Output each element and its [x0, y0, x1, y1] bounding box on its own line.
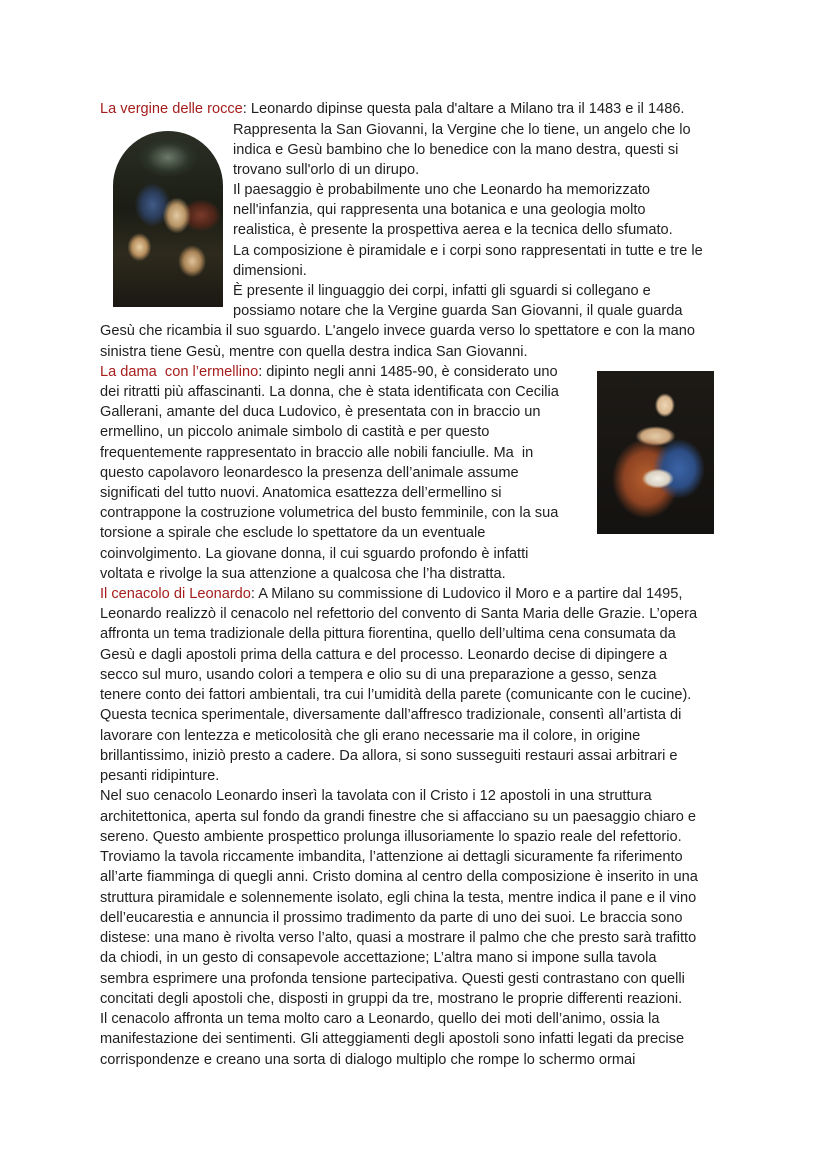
- section-title-rocce: La vergine delle rocce: [100, 101, 243, 117]
- cenacolo-line-8: brillantissimo, iniziò presto a cadere. Da allora, si sono susseguiti restauri assai arbitrari e: [100, 748, 678, 764]
- rocce-line-1: Rappresenta la San Giovanni, la Vergine che lo tiene, un angelo che lo: [233, 122, 691, 138]
- rocce-line-11: Gesù che ricambia il suo sguardo. L'angelo invece guarda verso lo spettatore e con la mano: [100, 323, 695, 339]
- cenacolo-line-16: dell’eucarestia e annuncia il prossimo tradimento da parte di uno dei suoi. Le braccia sono: [100, 910, 683, 926]
- cenacolo-line-21: Il cenacolo affronta un tema molto caro a Leonardo, quello dei moti dell’animo, ossia la: [100, 1011, 660, 1027]
- cenacolo-line-0: : A Milano su commissione di Ludovico il Moro e a partire dal 1495,: [250, 586, 683, 602]
- rocce-line-8: dimensioni.: [233, 263, 307, 279]
- cenacolo-line-20: concitati degli apostoli che, disposti in gruppi da tre, mostrano le proprie differenti reazioni.: [100, 991, 683, 1007]
- rocce-line-6: realistica, è presente la prospettiva aerea e la tecnica dello sfumato.: [233, 222, 673, 238]
- cenacolo-line-5: tenere conto dei fattori ambientali, tra cui l’umidità della parete (comunicante con le cucine).: [100, 687, 692, 703]
- rocce-line-9: È presente il linguaggio dei corpi, infatti gli sguardi si collegano e: [233, 283, 651, 299]
- rocce-line-10: possiamo notare che la Vergine guarda San Giovanni, il quale guarda: [233, 303, 683, 319]
- cenacolo-line-6: Questa tecnica sperimentale, diversamente dall’affresco tradizionale, consentì all’artista di: [100, 707, 682, 723]
- cenacolo-line-14: all’arte fiamminga di quegli anni. Cristo domina al centro della composizione è inserito in una: [100, 869, 698, 885]
- cenacolo-line-18: da chiodi, in un gesto di consapevole accettazione; L’altra mano si impone sulla tavola: [100, 950, 657, 966]
- cenacolo-line-2: affronta un tema tradizionale della pittura fiorentina, quello dell’ultima cena consumata da: [100, 626, 676, 642]
- dama-line-2: Gallerani, amante del duca Ludovico, è presentata con in braccio un: [100, 404, 541, 420]
- rocce-heading-line: [100, 99, 685, 119]
- rocce-line-12: sinistra tiene Gesù, mentre con quella destra indica San Giovanni.: [100, 344, 528, 360]
- cenacolo-line-10: Nel suo cenacolo Leonardo inserì la tavolata con il Cristo i 12 apostoli in una struttura: [100, 788, 652, 804]
- section-title-cenacolo: Il cenacolo di Leonardo: [100, 586, 251, 602]
- cenacolo-line-22: manifestazione dei sentimenti. Gli atteggiamenti degli apostoli sono infatti legati da precise: [100, 1031, 685, 1047]
- dama-line-8: torsione a spirale che esclude lo spettatore da un eventuale: [100, 525, 486, 541]
- rocce-line-5: nell'infanzia, qui rappresenta una botanica e una geologia molto: [233, 202, 646, 218]
- cenacolo-line-23: corrispondenze e creano una sorta di dialogo multiplo che rompe lo schermo ormai: [100, 1052, 636, 1068]
- dama-line-3: ermellino, un piccolo animale simbolo di castità e per questo: [100, 424, 490, 440]
- cenacolo-line-15: struttura piramidale e solennemente isolato, egli china la testa, mentre indica il pane e il vino: [100, 890, 697, 906]
- rocce-line-7: La composizione è piramidale e i corpi sono rappresentati in tutte e tre le: [233, 243, 703, 259]
- cenacolo-line-1: Leonardo realizzò il cenacolo nel refettorio del convento di Santa Maria delle Grazie. L’opera: [100, 606, 698, 622]
- dama-line-6: significati del tutto nuovi. Anatomica esattezza dell’ermellino si: [100, 485, 502, 501]
- dama-con-ermellino-painting: [597, 371, 714, 534]
- dama-line-7: contrappone la costruzione volumetrica del busto femminile, con la sua: [100, 505, 559, 521]
- rocce-line-4: Il paesaggio è probabilmente uno che Leonardo ha memorizzato: [233, 182, 651, 198]
- cenacolo-line-3: Gesù e dagli apostoli prima della cattura e del processo. Leonardo decise di dipingere a: [100, 647, 668, 663]
- dama-heading-line: [100, 362, 558, 382]
- cenacolo-line-17: distese: una mano è rivolta verso l’alto, quasi a mostrare il palmo che che presto sarà trafitto: [100, 930, 697, 946]
- rocce-line-2: indica e Gesù bambino che lo benedice con la mano destra, questi si: [233, 142, 679, 158]
- cenacolo-line-19: sembra esprimere una profonda tensione partecipativa. Questi gesti contrastano con quelli: [100, 971, 685, 987]
- cenacolo-line-9: pesanti ridipinture.: [100, 768, 220, 784]
- cenacolo-line-12: sereno. Questo ambiente prospettico prolunga illusoriamente lo spazio reale del refettorio.: [100, 829, 682, 845]
- section-title-dama: La dama con l’ermellino: [100, 364, 259, 380]
- vergine-delle-rocce-painting: [113, 131, 223, 307]
- rocce-line-3: trovano sull'orlo di un dirupo.: [233, 162, 420, 178]
- cenacolo-heading-line: [100, 584, 682, 604]
- cenacolo-line-13: Troviamo la tavola riccamente imbandita, l’attenzione ai dettagli sicuramente fa riferimento: [100, 849, 683, 865]
- rocce-line-0: : Leonardo dipinse questa pala d'altare a Milano tra il 1483 e il 1486.: [242, 101, 685, 117]
- cenacolo-line-11: architettonica, aperta sul fondo da grandi finestre che si affacciano su un paesaggio chiaro e: [100, 809, 697, 825]
- dama-line-0: : dipinto negli anni 1485-90, è considerato uno: [258, 364, 558, 380]
- cenacolo-line-7: lavorare con lentezza e meticolosità che gli erano necessarie ma il colore, in origine: [100, 728, 641, 744]
- cenacolo-line-4: secco sul muro, usando colori a tempera e olio su di una preparazione a gesso, senza: [100, 667, 657, 683]
- dama-line-9: coinvolgimento. La giovane donna, il cui sguardo profondo è infatti: [100, 546, 529, 562]
- dama-line-4: frequentemente rappresentato in braccio alle nobili fanciulle. Ma in: [100, 445, 534, 461]
- dama-line-5: questo capolavoro leonardesco la presenza dell’animale assume: [100, 465, 519, 481]
- dama-line-1: dei ritratti più affascinanti. La donna, che è stata identificata con Cecilia: [100, 384, 559, 400]
- dama-line-10: voltata e rivolge la sua attenzione a qualcosa che l’ha distratta.: [100, 566, 506, 582]
